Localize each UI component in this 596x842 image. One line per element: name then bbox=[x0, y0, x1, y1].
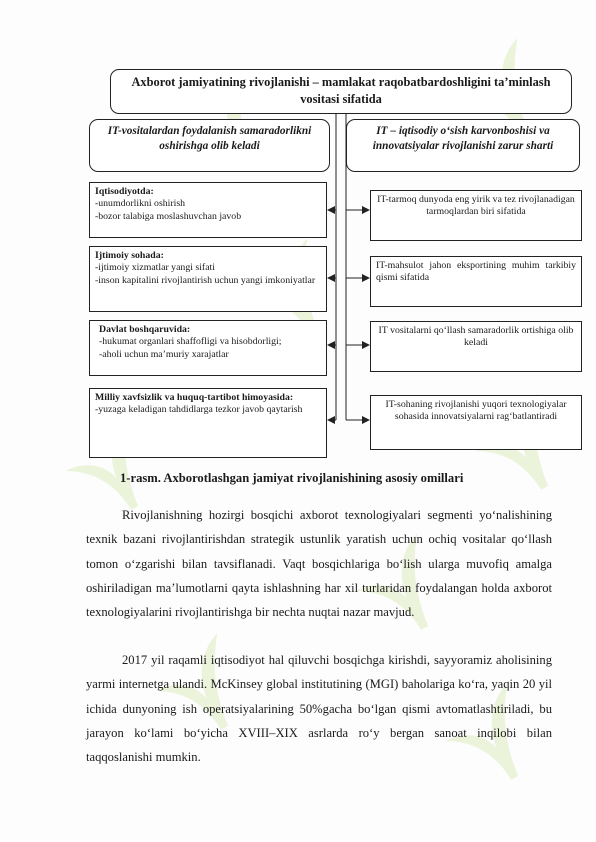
left-box-security bbox=[89, 388, 327, 458]
right-header-text: IT – iqtisodiy o‘sish karvonboshisi va innovatsiyalar rivojlanishi zarur sharti bbox=[372, 125, 554, 152]
right-box-1 bbox=[370, 190, 582, 241]
left-box-title: Iqtisodiyotda: bbox=[95, 186, 154, 197]
left-box-social bbox=[89, 246, 327, 312]
left-box-item: -inson kapitalini rivojlantirish uchun yangi imkoniyatlar bbox=[95, 274, 316, 286]
right-box-text: IT-sohaning rivojlanishi yuqori texnologiyalar sohasida innovatsiyalarni rag‘batlantiradi bbox=[385, 399, 567, 423]
right-header-box bbox=[346, 119, 580, 172]
right-box-2 bbox=[370, 256, 582, 307]
left-box-item: -unumdorlikni oshirish bbox=[95, 198, 186, 210]
left-box-title: Ijtimoiy sohada: bbox=[95, 250, 164, 261]
diagram-title-box bbox=[110, 69, 572, 114]
left-box-item: -bozor talabiga moslashuvchan javob bbox=[95, 210, 242, 222]
right-box-text: IT-mahsulot jahon eksportining muhim tarkibiy qismi sifatida bbox=[376, 260, 576, 284]
right-box-text: IT-tarmoq dunyoda eng yirik va tez rivojlanadigan tarmoqlardan biri sifatida bbox=[377, 194, 575, 218]
left-box-title: Milliy xavfsizlik va huquq-tartibot himoyasida: bbox=[95, 392, 294, 403]
left-box-item: -yuzaga keladigan tahdidlarga tezkor javob qaytarish bbox=[95, 404, 303, 416]
left-header-text: IT-vositalardan foydalanish samaradorlikni oshirishga olib keladi bbox=[107, 125, 312, 152]
left-box-title: Davlat boshqaruvida: bbox=[99, 324, 191, 335]
right-box-text: IT vositalarni qo‘llash samaradorlik ortishiga olib keladi bbox=[378, 325, 574, 349]
left-header-box bbox=[89, 119, 330, 172]
right-box-3 bbox=[370, 321, 582, 372]
left-box-item: -hukumat organlari shaffofligi va hisobdorligi; bbox=[99, 336, 282, 348]
left-box-governance bbox=[89, 320, 327, 376]
figure-caption: 1-rasm. Axborotlashgan jamiyat rivojlanishining asosiy omillari bbox=[120, 471, 464, 485]
body-paragraph: Rivojlanishning hozirgi bosqichi axborot texnologiyalari segmenti yo‘nalishining texnik bazani rivojlantirishdan strategik ustunlik yaratish uchun ochiq vositalar qo‘llash tomon o‘zgarishi bilan tavsiflanadi. Vaqt bosqichlariga bo‘lish ularga muvofiq amalga oshiriladigan ma’lumotlarni qayta ishlashning har xil turlaridan foydalangan holda axborot texnologiyalarini rivojlantirishga bir nechta nuqtai nazar mavjud. bbox=[86, 508, 552, 620]
body-paragraph: 2017 yil raqamli iqtisodiyot hal qiluvchi bosqichga kirishdi, sayyoramiz aholisining yarmi internetga ulandi. McKinsey global institutining (MGI) baholariga ko‘ra, yaqin 20 yil ichida dunyoning ish operatsiyalarining 50%gacha bo‘lgan qismi avtomatlashtiriladi, bu jarayon ko‘lami bo‘yicha XVIII–XIX asrlarda ro‘y bergan sanoat inqilobi bilan taqqoslanishi mumkin. bbox=[86, 653, 552, 765]
left-box-economy bbox=[89, 182, 327, 238]
left-box-item: -ijtimoiy xizmatlar yangi sifati bbox=[95, 262, 215, 274]
diagram-title: Axborot jamiyatining rivojlanishi – mamlakat raqobatbardoshligini ta’minlash vositasi sifatida bbox=[131, 75, 551, 106]
left-box-item: -aholi uchun ma’muriy xarajatlar bbox=[99, 348, 229, 360]
right-box-4 bbox=[370, 395, 582, 450]
